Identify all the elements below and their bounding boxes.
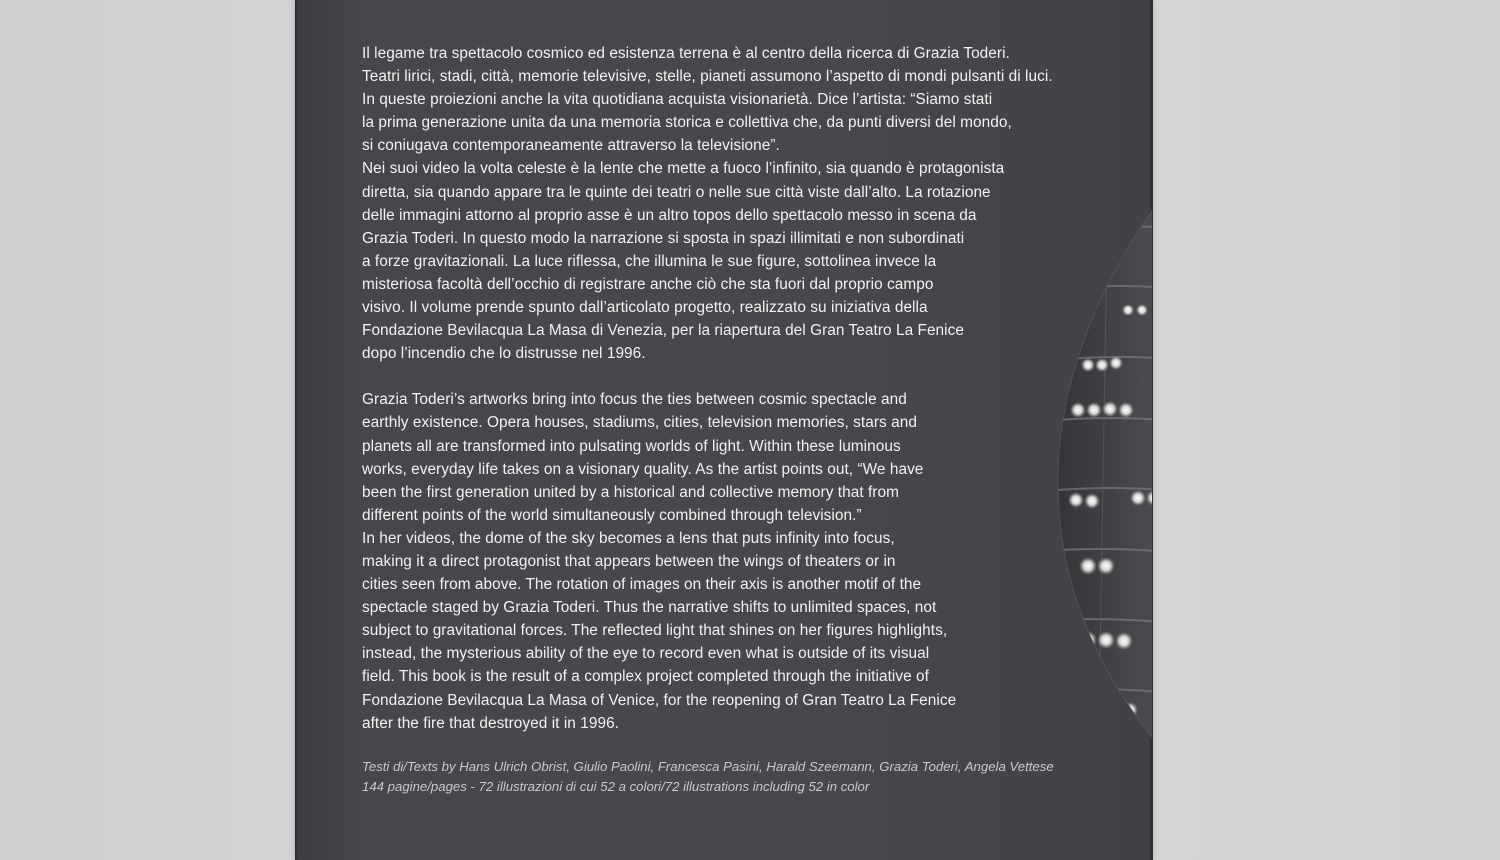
english-line: after the fire that destroyed it in 1996. xyxy=(362,714,620,732)
english-line: instead, the mysterious ability of the eye to record even what is outside of its visual xyxy=(362,645,930,663)
english-line: works, everyday life takes on a visionary quality. As the artist points out, “We have xyxy=(362,460,924,478)
italian-line: visivo. Il volume prende spunto dall’articolato progetto, realizzato su iniziativa della xyxy=(362,299,928,317)
english-line: cities seen from above. The rotation of images on their axis is another motif of the xyxy=(362,576,922,594)
italian-line: Nei suoi video la volta celeste è la lente che mette a fuoco l’infinito, sia quando è protagonista xyxy=(362,160,1005,178)
english-line: In her videos, the dome of the sky becomes a lens that puts infinity into focus, xyxy=(362,529,895,547)
english-line: Fondazione Bevilacqua La Masa of Venice, for the reopening of Gran Teatro La Fenice xyxy=(362,691,957,709)
italian-line: Il legame tra spettacolo cosmico ed esistenza terrena è al centro della ricerca di Grazia Toderi. xyxy=(362,45,1010,62)
english-line: Grazia Toderi’s artworks bring into focus the ties between cosmic spectacle and xyxy=(362,391,907,409)
italian-line: Grazia Toderi. In questo modo la narrazione si sposta in spazi illimitati e non subordinati xyxy=(362,229,965,247)
english-line: different points of the world simultaneously combined through television.” xyxy=(362,506,862,524)
italian-line: la prima generazione unita da una memoria storica e collettiva che, da punti diversi del mondo, xyxy=(362,114,1012,132)
italian-line: Fondazione Bevilacqua La Masa di Venezia, per la riapertura del Gran Teatro La Fenice xyxy=(362,322,964,340)
italian-description xyxy=(362,42,1132,735)
english-line: been the first generation united by a historical and collective memory that from xyxy=(362,483,899,501)
italian-line: In queste proiezioni anche la vita quotidiana acquista visionarietà. Dice l’artista: “Siamo stati xyxy=(362,91,993,109)
italian-line: delle immagini attorno al proprio asse è un altro topos dello spettacolo messo in scena da xyxy=(362,206,977,224)
italian-line: a forze gravitazionali. La luce riflessa, che illumina le sue figure, sottolinea invece la xyxy=(362,252,937,270)
italian-line: dopo l’incendio che lo distrusse nel 1996. xyxy=(362,345,646,363)
english-line: spectacle staged by Grazia Toderi. Thus the narrative shifts to unlimited spaces, not xyxy=(362,599,937,617)
paragraph-gap xyxy=(362,365,1132,388)
english-line: subject to gravitational forces. The reflected light that shines on her figures highlights, xyxy=(362,622,948,640)
italian-line: diretta, sia quando appare tra le quinte dei teatri o nelle sue città viste dall’alto. La rotazione xyxy=(362,183,991,201)
english-line: planets all are transformed into pulsating worlds of light. Within these luminous xyxy=(362,437,901,455)
italian-line: si coniugava contemporaneamente attraverso la televisione”. xyxy=(362,137,780,155)
credits-pages: 144 pagine/pages - 72 illustrazioni di cui 52 a colori/72 illustrations including 52 in color xyxy=(362,779,870,794)
english-line: field. This book is the result of a complex project completed through the initiative of xyxy=(362,668,929,686)
credits-authors: Testi di/Texts by Hans Ulrich Obrist, Giulio Paolini, Francesca Pasini, Harald Szeemann, Grazia Toderi, Angela Vettese xyxy=(362,759,1054,774)
english-line: making it a direct protagonist that appears between the wings of theaters or in xyxy=(362,552,896,570)
english-line: earthly existence. Opera houses, stadiums, cities, television memories, stars and xyxy=(362,414,917,432)
italian-line: misteriosa facoltà dell’occhio di registrare anche ciò che sta fuori dal proprio campo xyxy=(362,275,934,293)
italian-line: Teatri lirici, stadi, città, memorie televisive, stelle, pianeti assumono l’aspetto di mondi pulsanti di luci. xyxy=(362,68,1053,86)
cover-left-edge xyxy=(296,0,299,860)
book-back-cover xyxy=(296,0,1152,860)
credits-block xyxy=(362,757,1142,797)
